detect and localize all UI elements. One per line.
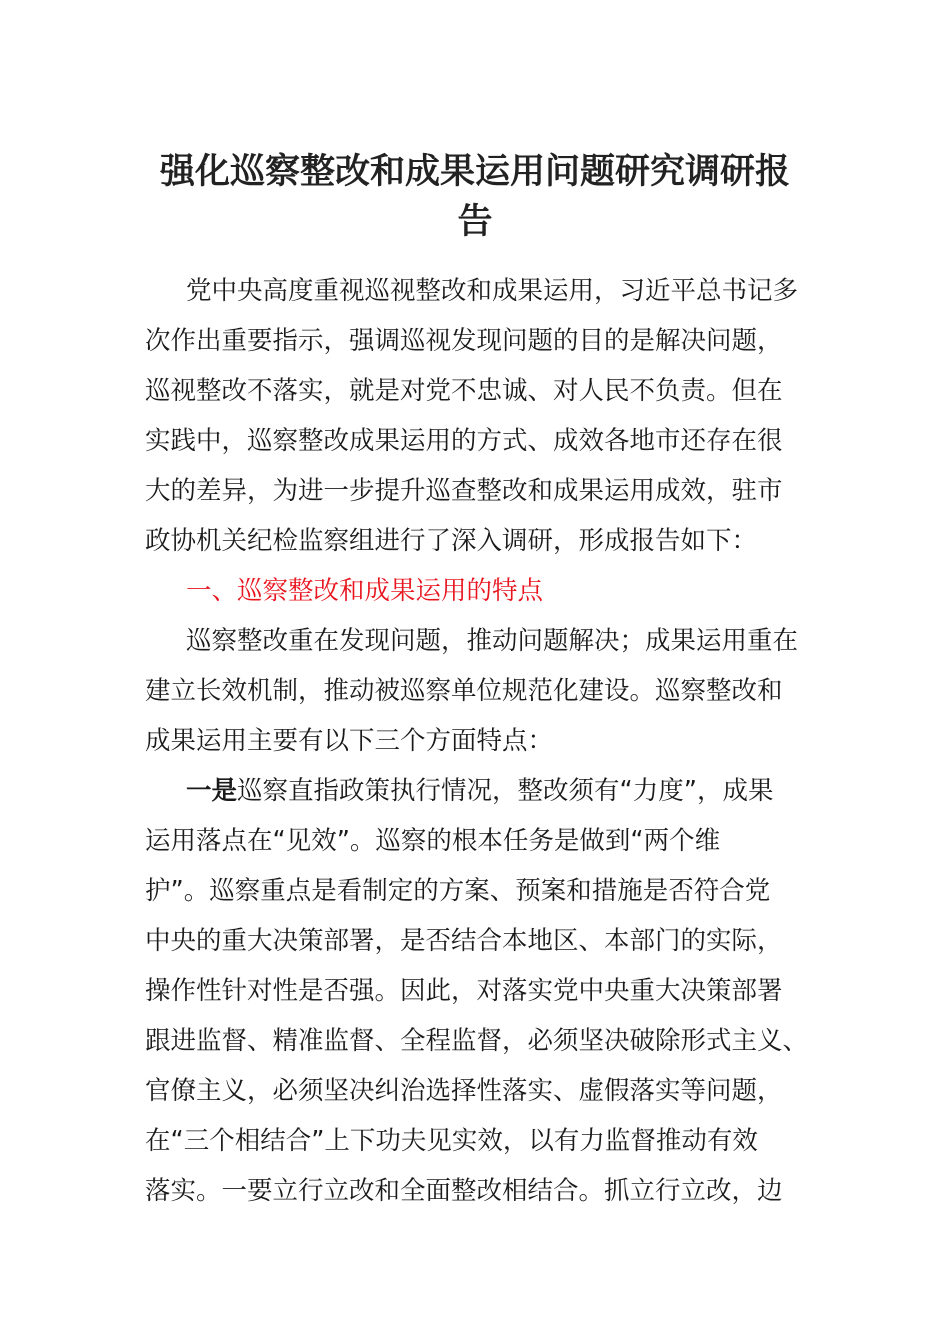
section-heading: 一、巡察整改和成果运用的特点 <box>186 576 544 606</box>
document-title-line-2: 告 <box>457 202 493 242</box>
document-title-line-1: 强化巡察整改和成果运用问题研究调研报 <box>159 152 790 192</box>
paragraph-line: 巡视整改不落实，就是对党不忠诚、对人民不负责。但在 <box>145 376 783 406</box>
paragraph-line: 跟进监督、精准监督、全程监督，必须坚决破除形式主义、 <box>145 1026 809 1056</box>
paragraph-line: 在“三个相结合”上下功夫见实效，以有力监督推动有效 <box>145 1126 758 1156</box>
paragraph-line: 政协机关纪检监察组进行了深入调研，形成报告如下： <box>145 526 758 556</box>
paragraph-line: 巡察整改重在发现问题，推动问题解决；成果运用重在 <box>186 626 799 656</box>
paragraph-line <box>186 766 856 816</box>
paragraph-line: 护”。巡察重点是看制定的方案、预案和措施是否符合党 <box>145 876 771 906</box>
paragraph-text: 巡察直指政策执行情况，整改须有“力度”，成果 <box>237 776 774 806</box>
paragraph-line: 实践中，巡察整改成果运用的方式、成效各地市还存在很 <box>145 426 783 456</box>
paragraph-line: 建立长效机制，推动被巡察单位规范化建设。巡察整改和 <box>145 676 783 706</box>
paragraph-line: 党中央高度重视巡视整改和成果运用，习近平总书记多 <box>186 276 799 306</box>
paragraph-line: 落实。一要立行立改和全面整改相结合。抓立行立改，边 <box>145 1176 783 1206</box>
paragraph-line: 运用落点在“见效”。巡察的根本任务是做到“两个维 <box>145 826 721 856</box>
paragraph-line: 官僚主义，必须坚决纠治选择性落实、虚假落实等问题， <box>145 1076 783 1106</box>
paragraph-line: 次作出重要指示，强调巡视发现问题的目的是解决问题， <box>145 326 783 356</box>
paragraph-line: 中央的重大决策部署，是否结合本地区、本部门的实际， <box>145 926 783 956</box>
paragraph-line: 操作性针对性是否强。因此，对落实党中央重大决策部署 <box>145 976 783 1006</box>
paragraph-line: 成果运用主要有以下三个方面特点： <box>145 726 554 756</box>
paragraph-line: 大的差异，为进一步提升巡查整改和成果运用成效，驻市 <box>145 476 783 506</box>
bold-lead-text: 一是 <box>186 776 238 806</box>
